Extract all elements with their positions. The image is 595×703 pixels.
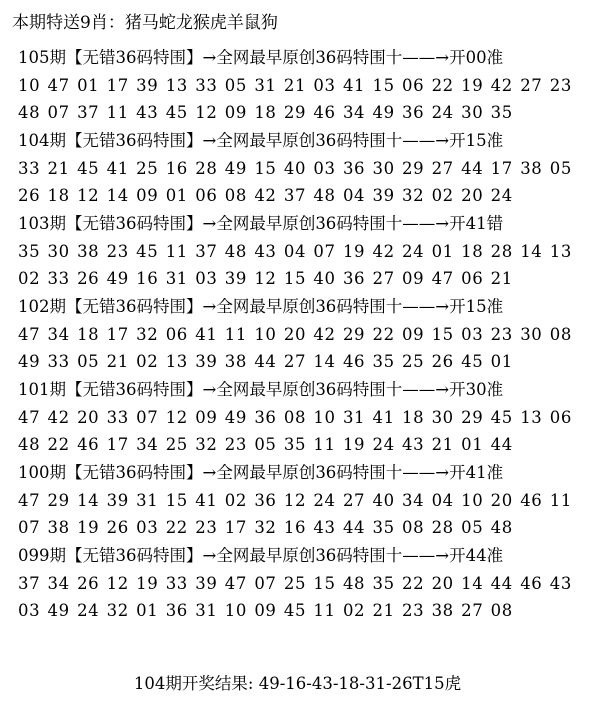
issue-numbers-row-1: 37 34 26 12 19 33 39 47 07 25 15 48 35 22 20 14 44 46 43 (18, 573, 572, 593)
issue-title: 100期【无错36码特围】→全网最早原创36码特围十——→开41准 (18, 463, 504, 482)
issue-block-102 (18, 293, 588, 376)
issue-numbers-row-1: 47 29 14 39 31 15 41 02 36 12 24 27 40 34 04 10 20 46 11 (18, 490, 572, 510)
issue-numbers-row-2: 48 07 37 11 43 45 12 09 18 29 46 34 49 36 24 30 35 (18, 103, 513, 122)
issue-numbers-row-2: 49 33 05 21 02 13 39 38 44 27 14 46 35 25 26 45 01 (18, 352, 513, 371)
draw-result-text: 104期开奖结果: 49-16-43-18-31-26T15虎 (133, 674, 462, 693)
special-zodiac-header: 本期特送9肖：猪马蛇龙猴虎羊鼠狗 (12, 13, 278, 33)
issue-numbers-row-1: 10 47 01 17 39 13 33 05 31 21 03 41 15 06 22 19 42 27 23 (18, 75, 572, 95)
issue-numbers-row-2: 03 49 24 32 01 36 31 10 09 45 11 02 21 23 38 27 08 (18, 601, 513, 620)
issue-numbers-row-2: 48 22 46 17 34 25 32 23 05 35 11 19 24 43 21 01 44 (18, 435, 513, 454)
issue-title: 104期【无错36码特围】→全网最早原创36码特围十——→开15准 (18, 131, 504, 150)
issue-numbers-row-2: 07 38 19 26 03 22 23 17 32 16 43 44 35 08 28 05 48 (18, 518, 513, 537)
issue-list (18, 44, 588, 625)
issue-block-099 (18, 542, 588, 625)
issue-numbers-row-2: 02 33 26 49 16 31 03 39 12 15 40 36 27 09 47 06 21 (18, 269, 513, 288)
issue-title: 102期【无错36码特围】→全网最早原创36码特围十——→开15准 (18, 297, 504, 316)
issue-title: 099期【无错36码特围】→全网最早原创36码特围十——→开44准 (18, 546, 504, 565)
issue-block-105 (18, 44, 588, 127)
issue-block-100 (18, 459, 588, 542)
issue-numbers-row-1: 47 34 18 17 32 06 41 11 10 20 42 29 22 09 15 03 23 30 08 (18, 324, 572, 344)
issue-title: 105期【无错36码特围】→全网最早原创36码特围十——→开00准 (18, 48, 504, 67)
issue-numbers-row-2: 26 18 12 14 09 01 06 08 42 37 48 04 39 32 02 20 24 (18, 186, 513, 205)
issue-title: 101期【无错36码特围】→全网最早原创36码特围十——→开30准 (18, 380, 504, 399)
issue-numbers-row-1: 33 21 45 41 25 16 28 49 15 40 03 36 30 29 27 44 17 38 05 (18, 158, 572, 178)
issue-block-103 (18, 210, 588, 293)
issue-block-101 (18, 376, 588, 459)
issue-numbers-row-1: 35 30 38 23 45 11 37 48 43 04 07 19 42 24 01 18 28 14 13 (18, 241, 572, 261)
issue-title: 103期【无错36码特围】→全网最早原创36码特围十——→开41错 (18, 214, 504, 233)
issue-block-104 (18, 127, 588, 210)
issue-numbers-row-1: 47 42 20 33 07 12 09 49 36 08 10 31 41 18 30 29 45 13 06 (18, 407, 572, 427)
